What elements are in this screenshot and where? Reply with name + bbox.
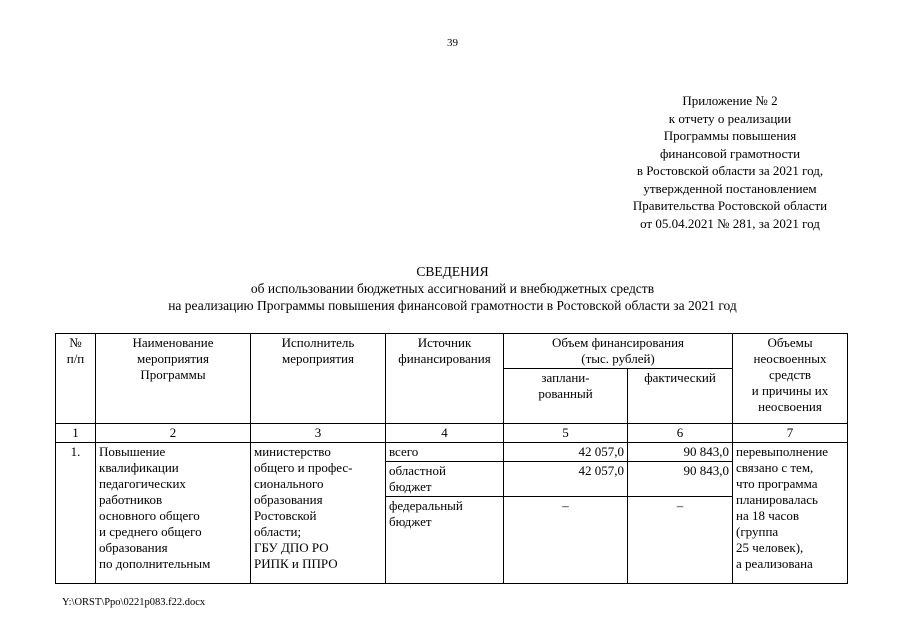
file-path-footer: Y:\ORST\Ppo\0221p083.f22.docx <box>62 597 206 608</box>
table-row <box>56 443 848 462</box>
row-executor: министерство общего и профес- сионального образования Ростовской области; ГБУ ДПО РО РИПК и ППРО <box>251 443 386 584</box>
col-number: 4 <box>386 424 504 443</box>
header-planned: заплани- рованный <box>504 369 628 424</box>
header-executor: Исполнитель мероприятия <box>251 334 386 424</box>
header-source: Источник финансирования <box>386 334 504 424</box>
header-unspent: Объемы неосвоенных средств и причины их неосвоения <box>733 334 848 424</box>
row-number: 1. <box>56 443 96 584</box>
source-federal-planned: – <box>504 497 628 584</box>
appendix-line: от 05.04.2021 № 281, за 2021 год <box>640 215 820 231</box>
header-actual: фактический <box>628 369 733 424</box>
col-number: 3 <box>251 424 386 443</box>
row-reason: перевыполнение связано с тем, что программа планировалась на 18 часов (группа 25 человек), а реализована <box>733 443 848 584</box>
appendix-line: утвержденной постановлением <box>643 180 817 196</box>
col-number: 5 <box>504 424 628 443</box>
document-title <box>0 263 905 314</box>
col-number: 7 <box>733 424 848 443</box>
row-activity-name: Повышение квалификации педагогических работников основного общего и среднего общего образования по дополнительным <box>96 443 251 584</box>
col-number: 6 <box>628 424 733 443</box>
source-regional-actual: 90 843,0 <box>628 462 733 497</box>
source-federal-actual: – <box>628 497 733 584</box>
appendix-line: финансовой грамотности <box>659 145 801 161</box>
header-num: № п/п <box>56 334 96 424</box>
financing-table <box>55 333 848 584</box>
page-number: 39 <box>447 37 458 49</box>
header-volume: Объем финансирования (тыс. рублей) <box>504 334 733 369</box>
appendix-line: Правительства Ростовской области <box>632 198 828 213</box>
appendix-block <box>560 92 900 232</box>
col-number: 2 <box>96 424 251 443</box>
header-row <box>56 334 848 369</box>
title-heading: СВЕДЕНИЯ <box>416 264 489 279</box>
title-subline: на реализацию Программы повышения финансовой грамотности в Ростовской области за 2021 год <box>168 298 737 313</box>
appendix-line: Программы повышения <box>663 128 797 143</box>
header-name: Наименование мероприятия Программы <box>96 334 251 424</box>
col-number: 1 <box>56 424 96 443</box>
appendix-line: в Ростовской области за 2021 год, <box>636 163 824 178</box>
column-numbers-row <box>56 424 848 443</box>
title-subline: об использовании бюджетных ассигнований и внебюджетных средств <box>250 281 655 296</box>
appendix-line: к отчету о реализации <box>668 110 792 126</box>
appendix-line: Приложение № 2 <box>682 93 778 108</box>
source-federal-label: федеральный бюджет <box>386 497 504 584</box>
source-total-label: всего <box>386 443 504 462</box>
source-regional-planned: 42 057,0 <box>504 462 628 497</box>
source-total-actual: 90 843,0 <box>628 443 733 462</box>
source-total-planned: 42 057,0 <box>504 443 628 462</box>
source-regional-label: областной бюджет <box>386 462 504 497</box>
